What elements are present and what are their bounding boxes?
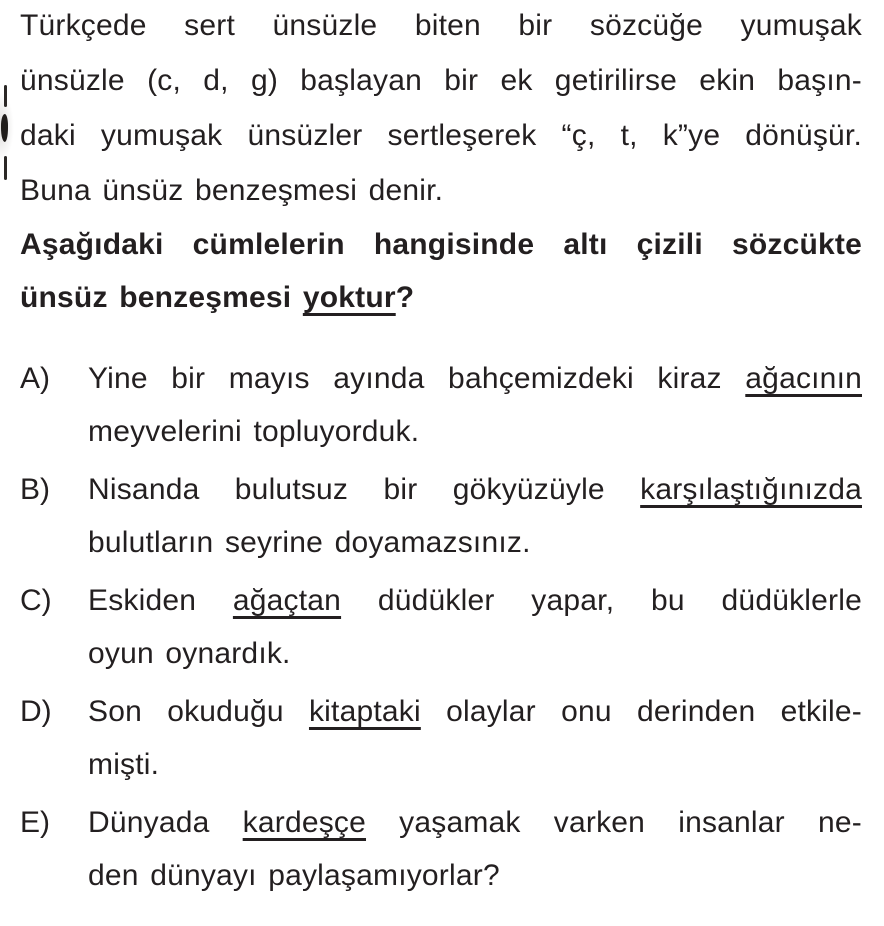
underlined-word: kitaptaki (308, 695, 421, 728)
text-segment: Son okuduğu (88, 695, 309, 728)
text-line (88, 405, 862, 458)
option-d (20, 685, 862, 791)
options-list (20, 352, 862, 902)
text-segment: ünsüzle (c, d, g) başlayan bir ek getirilirse ekin başın- (20, 64, 862, 97)
option-b (20, 463, 862, 569)
text-line (88, 738, 862, 791)
text-segment: oyun oynardık. (88, 637, 291, 670)
text-line (20, 108, 862, 163)
text-segment: ünsüz benzeşmesi (20, 281, 303, 314)
text-line (20, 218, 862, 271)
text-segment: Buna ünsüz benzeşmesi denir. (20, 174, 444, 207)
underlined-word: kardeşçe (242, 806, 367, 839)
scan-edge-artifact-top (4, 85, 7, 107)
option-letter: E) (20, 806, 50, 839)
text-segment: Eskiden (88, 584, 233, 617)
option-a (20, 352, 862, 458)
text-segment: yaşamak varken insanlar ne- (366, 806, 862, 839)
text-line (88, 849, 862, 902)
text-segment: olaylar onu derinden etkile- (420, 695, 862, 728)
text-segment: Nisanda bulutsuz bir gökyüzüyle (88, 473, 641, 506)
text-line (20, 0, 862, 53)
option-letter: D) (20, 695, 52, 728)
text-line (20, 53, 862, 108)
text-segment: den dünyayı paylaşamıyorlar? (88, 859, 500, 892)
text-line (88, 574, 862, 627)
text-line (88, 685, 862, 738)
text-segment: ? (395, 281, 415, 314)
option-text (88, 796, 862, 902)
option-text (88, 574, 862, 680)
text-line (20, 271, 862, 324)
scan-edge-artifact-bottom (4, 156, 7, 180)
text-segment: Yine bir mayıs ayında bahçemizdeki kiraz (88, 362, 746, 395)
text-segment: meyvelerini topluyorduk. (88, 415, 420, 448)
text-segment: Dünyada (88, 806, 243, 839)
text-segment: Türkçede sert ünsüzle biten bir sözcüğe yumuşak (20, 9, 862, 42)
text-segment: Aşağıdaki cümlelerin hangisinde altı çizili sözcükte (20, 228, 862, 261)
option-text (88, 352, 862, 458)
text-line (20, 163, 862, 218)
text-line (88, 516, 862, 569)
text-line (88, 796, 862, 849)
option-text (88, 463, 862, 569)
text-segment: bulutların seyrine doyamazsınız. (88, 526, 531, 559)
underlined-word: yoktur (302, 281, 396, 314)
text-segment: mişti. (88, 748, 160, 781)
option-text (88, 685, 862, 791)
underlined-word: ağaçtan (232, 584, 342, 617)
text-segment: düdükler yapar, bu düdüklerle (341, 584, 862, 617)
text-line (88, 627, 862, 680)
option-e (20, 796, 862, 902)
text-segment: daki yumuşak ünsüzler sertleşerek “ç, t, k”ye dönüşür. (20, 119, 862, 152)
option-letter: C) (20, 584, 52, 617)
question-stem (20, 218, 862, 324)
question-content (20, 0, 862, 907)
scan-edge-artifact-blob (1, 114, 8, 142)
option-c (20, 574, 862, 680)
option-letter: B) (20, 473, 50, 506)
passage-paragraph (20, 0, 862, 218)
underlined-word: karşılaştığınızda (640, 473, 862, 506)
underlined-word: ağacının (745, 362, 862, 395)
option-letter: A) (20, 362, 50, 395)
text-line (88, 352, 862, 405)
text-line (88, 463, 862, 516)
